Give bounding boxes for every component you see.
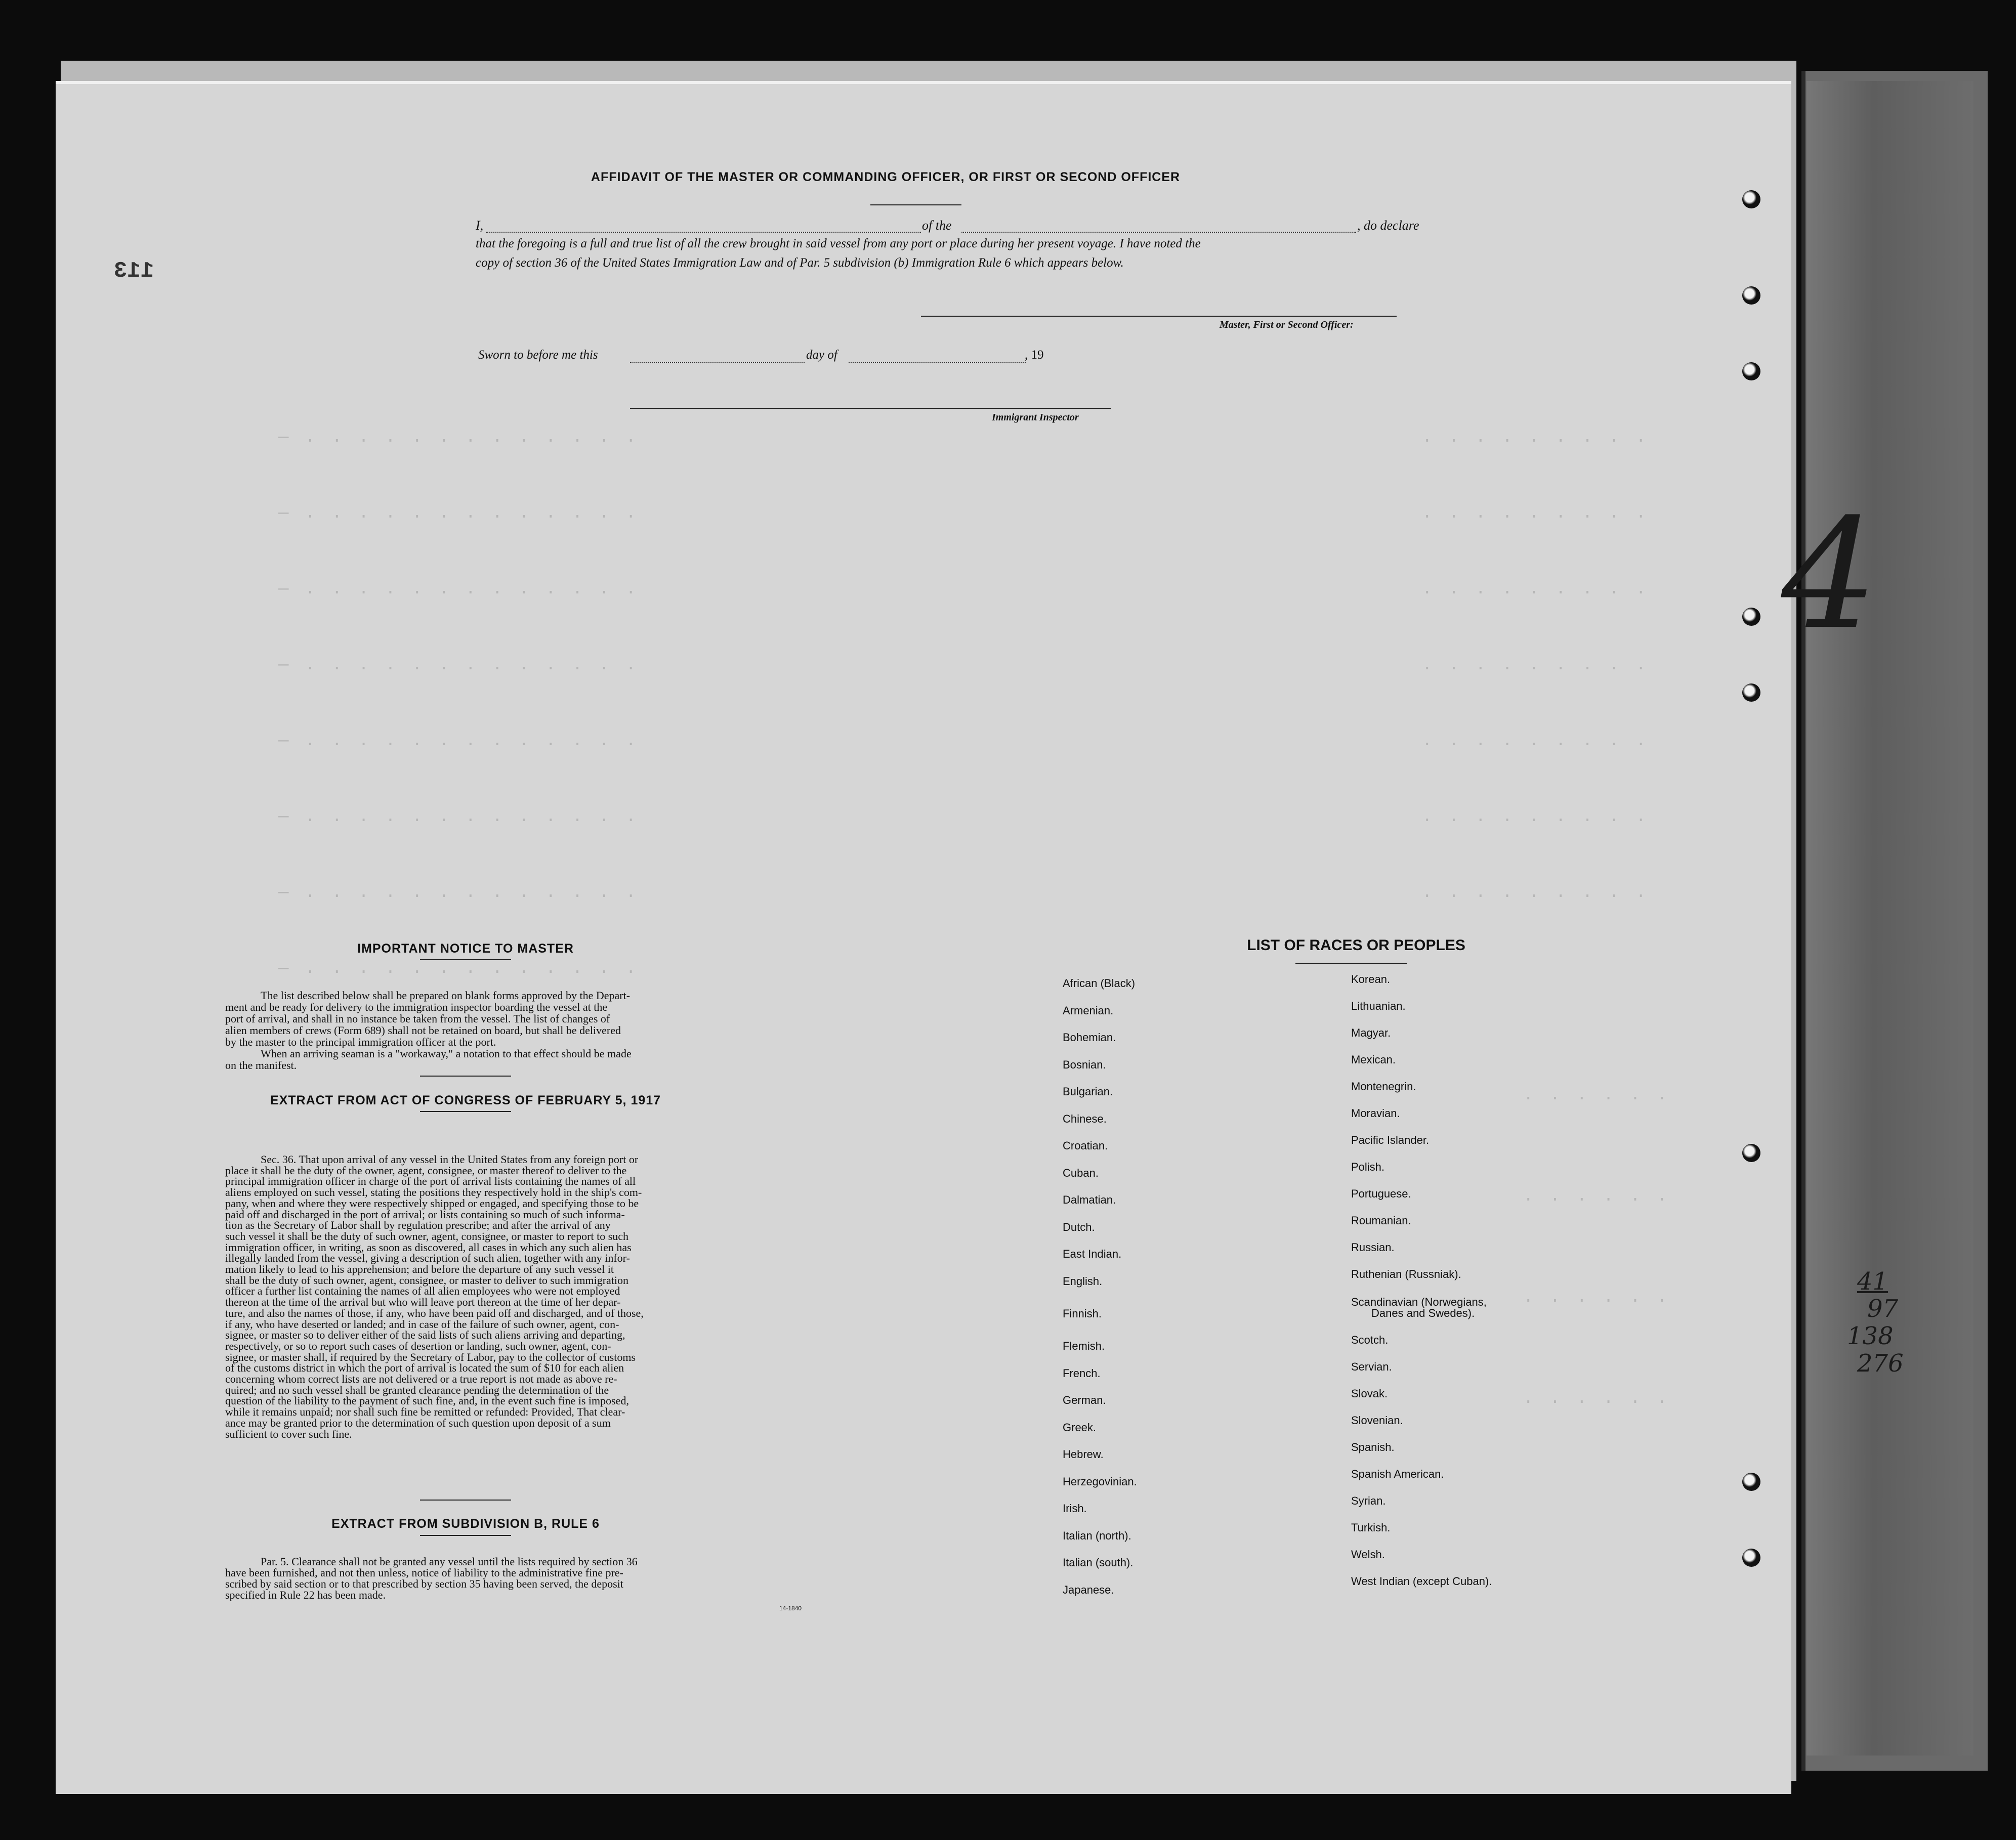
affidavit-title-rule	[870, 204, 961, 205]
rule-line: Par. 5. Clearance shall not be granted any vessel until the lists required by section 36	[261, 1555, 638, 1568]
race-item: Greek.	[1063, 1421, 1097, 1434]
act-line: signee, or master shall, if required by the Secretary of Labor, pay to the collector of customs	[225, 1350, 636, 1363]
rule-extract-title: EXTRACT FROM SUBDIVISION B, RULE 6	[331, 1517, 600, 1531]
act-extract-title-rule	[420, 1111, 511, 1112]
sworn-year: , 19	[1025, 348, 1044, 362]
act-line: mation likely to lead to his apprehension; and before the departure of any such vessel it	[225, 1263, 614, 1276]
race-item: Dalmatian.	[1063, 1193, 1116, 1206]
act-line: Sec. 36. That upon arrival of any vessel in the United States from any foreign port or	[261, 1153, 639, 1166]
act-extract-title: EXTRACT FROM ACT OF CONGRESS OF FEBRUARY 5, 1917	[270, 1093, 661, 1107]
rule-extract-body	[225, 1556, 873, 1601]
race-item: Italian (north).	[1063, 1529, 1131, 1542]
punch-hole	[1742, 190, 1760, 208]
act-line: tion as the Secretary of Labor shall by regulation prescribe; and after the arrival of any	[225, 1219, 611, 1232]
race-item: Montenegrin.	[1351, 1080, 1416, 1093]
race-item: Slovenian.	[1351, 1414, 1403, 1427]
document-page: — . . . . . . . . . . . . . — . . . . . . . . . . . . . — . . . . . . . . . . . . . — . . . . . . . . . . . . . — . . . . . . . . . . . . . — . . . . . . . . . . . . . — . . . . . . . . . . . . . — . . . . . . . . . . . . . . . . . . . . . . . . . . . . . . . . . . . . . . . . . . . . . . . . . . . . . . . . . . . . . . . . . . . . . . . . . . . . . . . . . . . . . . . . . . . . . . . . . . . . 113 AFFIDAVIT OF THE MASTER OR COMMANDING OFFICER, OR FIRST OR SECOND OFFICER I, of the , do declare that the foregoing is a full and true list of all the crew brought in said vessel from any port or place during her present voyage. I have noted the copy of section 36 of the United States Immigration Law and of Par. 5 subdivision (b) Immigration Rule 6 which appears below. Master, First or Second Officer: Sworn to before me this day of , 19 Immigrant Inspector IMPORTANT NOTICE TO MASTER The list described below shall be prepared on blank forms approved by the Depart- ment and be ready for delivery to the immigration inspector boarding the vessel at the port of arrival, and shall in no instance be taken from the vessel. The list of changes of alien members of crews (Form 689) shall not be retained on board, but shall be delivered by the master to the principal immigration officer at the port. When an arriving seaman is a "workaway," a notation to that effect should be made on the manifest. EXTRACT FROM ACT OF CONGRESS OF FEBRUARY 5, 1917 Sec. 36. That upon arrival of any vessel in the United States from any foreign port or place it shall be the duty of the owner, agent, consignee, or master thereof to deliver to the principal immigration officer in charge of the port of arrival lists containing the names of all aliens employed on such vessel, stating the positions they respectively hold in the ship's com- pany, when and where they were respectively shipped or engaged, and specifying those to be paid off and discharged in the port of arrival; or lists containing so much of such informa- tion as the Secretary of Labor shall by regulation prescribe; and after the arrival of any such vessel it shall be the duty of such owner, agent, consignee, or master to report to such immigration officer, in writing, as soon as discovered, all cases in which any such alien has illegally landed from the vessel, giving a description of such alien, together with any infor- mation likely to lead to his apprehension; and before the departure of any such vessel it shall be the duty of such owner, agent, consignee, or master to deliver to such immigration officer a further list containing the names of all alien employees who were not employed thereon at the time of the arrival but who will leave port thereon at the time of her depar- ture, and also the names of those, if any, who have been paid off and discharged, and of those, if any, who have deserted or landed; and in case of the failure of such owner, agent, con- signee, or master so to deliver either of the said lists of such aliens arriving and departing, respectively, or so to report such cases of desertion or landing, such owner, agent, con- signee, or master shall, if required by the Secretary of Labor, pay to the collector of customs of the customs district in which the port of arrival is located the sum of $10 for each alien concerning whom correct lists are not delivered or a true report is not made as above re- quired; and no such vessel shall be granted clearance pending the determination of the question of the liability to the payment of such fine, and, in the event such fine is imposed, while it remains unpaid; nor shall such fine be remitted or refunded: Provided, That clear- ance may be granted prior to the determination of such question upon deposit of a sum sufficient to cover such fine. EXTRACT FROM SUBDIVISION B, RULE 6 Par. 5. Clearance shall not be granted any vessel until the lists required by section 36 have been furnished, and not then unless, notice of liability to the administrative fine pre- scribed by said section or to that prescribed by section 35 having been served, the deposit specified in Rule 22 has been made. 14-1840 LIST OF RACES OR PEOPLES African (Black) Armenian. Bohemian. Bosnian. Bulgarian. Chinese. Croatian. Cuban. Dalmatian. Dutch. East Indian. English. Finnish. Flemish. French. German. Greek. Hebrew. Herzegovinian. Irish. Italian (north). Italian (south). Japanese. Korean. Lithuanian. Magyar. Mexican. Montenegrin. Moravian. Pacific Islander. Polish. Portuguese. Roumanian. Russian. Ruthenian (Russniak). Scandinavian (Norwegians, Danes and Swedes). Scotch. Servian. Slovak. Slovenian. Spanish. Spanish American. Syrian. Turkish. Welsh. West Indian (except Cuban). 4 41 97 138 276	[56, 81, 1791, 1794]
tally-value: 138	[1847, 1322, 1894, 1350]
notice-line: by the master to the principal immigration officer at the port.	[225, 1036, 496, 1048]
act-line: principal immigration officer in charge of the port of arrival lists containing the names of all	[225, 1175, 636, 1188]
notice-paragraph1	[225, 990, 873, 1071]
affidavit-title: AFFIDAVIT OF THE MASTER OR COMMANDING OFFICER, OR FIRST OR SECOND OFFICER	[591, 170, 1181, 184]
notice-line: When an arriving seaman is a "workaway," a notation to that effect should be made	[261, 1047, 632, 1060]
inspector-caption: Immigrant Inspector	[992, 412, 1079, 423]
sworn-day-of: day of	[806, 348, 837, 362]
notice-line: ment and be ready for delivery to the immigration inspector boarding the vessel at the	[225, 1001, 608, 1013]
race-item: Welsh.	[1351, 1548, 1385, 1561]
race-item: East Indian.	[1063, 1248, 1122, 1260]
race-item: Servian.	[1351, 1360, 1392, 1373]
act-line: thereon at the time of the arrival but who will leave port thereon at the time of her depar-	[225, 1296, 621, 1309]
act-extract-body	[225, 1154, 873, 1439]
act-line: question of the liability to the payment of such fine, and, in the event such fine is imposed,	[225, 1394, 629, 1407]
form-number: 14-1840	[779, 1605, 802, 1612]
act-line: quired; and no such vessel shall be granted clearance pending the determination of the	[225, 1383, 609, 1396]
race-item: Hebrew.	[1063, 1448, 1104, 1461]
race-item: Italian (south).	[1063, 1556, 1133, 1569]
tally-value: 97	[1867, 1295, 1899, 1323]
act-line: illegally landed from the vessel, giving a description of such alien, together with any infor-	[225, 1252, 630, 1265]
race-item: Pacific Islander.	[1351, 1134, 1430, 1146]
race-item: Roumanian.	[1351, 1214, 1411, 1227]
act-line: ance may be granted prior to the determination of such question upon deposit of a sum	[225, 1416, 611, 1429]
rule-extract-title-rule	[420, 1535, 511, 1536]
handwritten-numeral: 4	[1781, 486, 1878, 663]
punch-hole	[1742, 1549, 1760, 1567]
race-item: Scotch.	[1351, 1334, 1389, 1346]
race-item: German.	[1063, 1394, 1106, 1406]
race-item: Ruthenian (Russniak).	[1351, 1268, 1461, 1280]
race-item: Polish.	[1351, 1161, 1385, 1173]
act-line: paid off and discharged in the port of arrival; or lists containing so much of such informa-	[225, 1208, 625, 1221]
punch-hole	[1742, 286, 1760, 305]
race-item: Spanish.	[1351, 1441, 1395, 1453]
notice-divider	[420, 1076, 511, 1077]
act-line: shall be the duty of such owner, agent, consignee, or master to deliver to such immigration	[225, 1273, 629, 1287]
act-line: if any, who have deserted or landed; and in case of the failure of such owner, agent, con-	[225, 1317, 619, 1331]
race-item: Spanish American.	[1351, 1468, 1444, 1480]
race-item: Syrian.	[1351, 1494, 1386, 1507]
race-item: West Indian (except Cuban).	[1351, 1575, 1492, 1588]
affidavit-vessel-field[interactable]	[961, 232, 1356, 233]
page-number-stamp: 113	[114, 259, 154, 284]
punch-hole	[1742, 608, 1760, 626]
race-item: Herzegovinian.	[1063, 1475, 1137, 1488]
act-line: such vessel it shall be the duty of such owner, agent, consignee, or master to report to such	[225, 1229, 629, 1243]
race-item: Moravian.	[1351, 1107, 1400, 1120]
rule-line: specified in Rule 22 has been made.	[225, 1589, 386, 1601]
act-line: signee, or master so to deliver either of the said lists of such aliens arriving and departing,	[225, 1329, 625, 1342]
punch-hole	[1742, 1144, 1760, 1162]
affidavit-line1-declare: , do declare	[1357, 218, 1419, 233]
tally-value: 276	[1857, 1349, 1904, 1378]
act-line: officer a further list containing the names of all alien employees who were not employed	[225, 1285, 620, 1298]
act-line: place it shall be the duty of the owner, agent, consignee, or master thereof to deliver to the	[225, 1164, 627, 1177]
race-item: Korean.	[1351, 973, 1391, 986]
act-line: pany, when and where they were respectively shipped or engaged, and specifying those to be	[225, 1196, 639, 1210]
race-item: Slovak.	[1351, 1387, 1388, 1400]
notice-line: port of arrival, and shall in no instance be taken from the vessel. The list of changes of	[225, 1012, 610, 1025]
notice-title: IMPORTANT NOTICE TO MASTER	[357, 942, 574, 956]
act-line: sufficient to cover such fine.	[225, 1427, 352, 1440]
act-line: ture, and also the names of those, if any, who have been paid off and discharged, and of those,	[225, 1306, 644, 1319]
act-line: concerning whom correct lists are not delivered or a true report is not made as above re-	[225, 1373, 617, 1386]
race-item: Cuban.	[1063, 1167, 1099, 1179]
notice-line: The list described below shall be prepared on blank forms approved by the Depart-	[261, 989, 631, 1002]
master-signature-caption: Master, First or Second Officer:	[1220, 319, 1354, 330]
race-item: Croatian.	[1063, 1139, 1108, 1152]
race-item: Flemish.	[1063, 1340, 1105, 1352]
race-item: Magyar.	[1351, 1026, 1391, 1039]
tally-value: 41	[1857, 1267, 1888, 1296]
race-item: Chinese.	[1063, 1112, 1107, 1125]
race-item: Bulgarian.	[1063, 1085, 1113, 1098]
race-item: Bosnian.	[1063, 1058, 1106, 1071]
act-line: respectively, or so to report such cases of desertion or landing, such owner, agent, con-	[225, 1339, 611, 1352]
inspector-signature-line[interactable]	[630, 408, 1111, 409]
affidavit-name-field[interactable]	[486, 232, 921, 233]
affidavit-line2: that the foregoing is a full and true list of all the crew brought in said vessel from any port or place during her present voyage. I have noted the	[476, 237, 1201, 250]
race-item: Turkish.	[1351, 1521, 1391, 1534]
notice-title-rule	[420, 959, 511, 960]
affidavit-line1-i: I,	[476, 218, 484, 233]
punch-hole	[1742, 1473, 1760, 1491]
race-item: Japanese.	[1063, 1584, 1114, 1596]
race-item: Dutch.	[1063, 1221, 1095, 1233]
race-item: Armenian.	[1063, 1004, 1114, 1017]
handwritten-tally	[1847, 1267, 1904, 1378]
punch-hole	[1742, 362, 1760, 380]
act-line: aliens employed on such vessel, stating the positions they respectively hold in the ship's com-	[225, 1186, 642, 1199]
act-line: immigration officer, in writing, as soon as discovered, all cases in which any such alien has	[225, 1240, 632, 1254]
race-item: Portuguese.	[1351, 1187, 1411, 1200]
binder-cover	[1807, 81, 1973, 1756]
rule-line: scribed by said section or to that prescribed by section 35 having been served, the deposit	[225, 1577, 623, 1590]
affidavit-line1-of-the: of the	[922, 218, 952, 233]
sworn-day-field[interactable]	[630, 362, 805, 363]
master-signature-line[interactable]	[921, 316, 1397, 317]
sworn-month-field[interactable]	[849, 362, 1026, 363]
race-item: Finnish.	[1063, 1307, 1102, 1320]
notice-line: alien members of crews (Form 689) shall not be retained on board, but shall be delivered	[225, 1024, 621, 1037]
act-line: of the customs district in which the port of arrival is located the sum of $10 for each alien	[225, 1361, 624, 1375]
race-item: Danes and Swedes).	[1371, 1307, 1475, 1319]
act-extract-divider	[420, 1500, 511, 1501]
notice-line: on the manifest.	[225, 1059, 297, 1072]
race-item: Lithuanian.	[1351, 1000, 1406, 1012]
races-title-rule	[1295, 963, 1407, 964]
affidavit-line3: copy of section 36 of the United States Immigration Law and of Par. 5 subdivision (b) Immigration Rule 6 which appears below.	[476, 256, 1124, 270]
punch-hole	[1742, 683, 1760, 702]
race-item: Irish.	[1063, 1502, 1087, 1515]
race-item: Bohemian.	[1063, 1031, 1116, 1044]
sworn-prefix: Sworn to before me this	[478, 348, 598, 362]
rule-line: have been furnished, and not then unless, notice of liability to the administrative fine pre-	[225, 1566, 623, 1579]
race-item: Russian.	[1351, 1241, 1395, 1254]
race-item: French.	[1063, 1367, 1101, 1380]
race-item: Scandinavian (Norwegians,	[1351, 1296, 1487, 1308]
race-item: African (Black)	[1063, 977, 1136, 990]
races-title: LIST OF RACES OR PEOPLES	[1247, 937, 1465, 954]
race-item: Mexican.	[1351, 1053, 1396, 1066]
race-item: English.	[1063, 1275, 1103, 1288]
act-line: while it remains unpaid; nor shall such fine be remitted or refunded: Provided, That clear-	[225, 1405, 625, 1419]
